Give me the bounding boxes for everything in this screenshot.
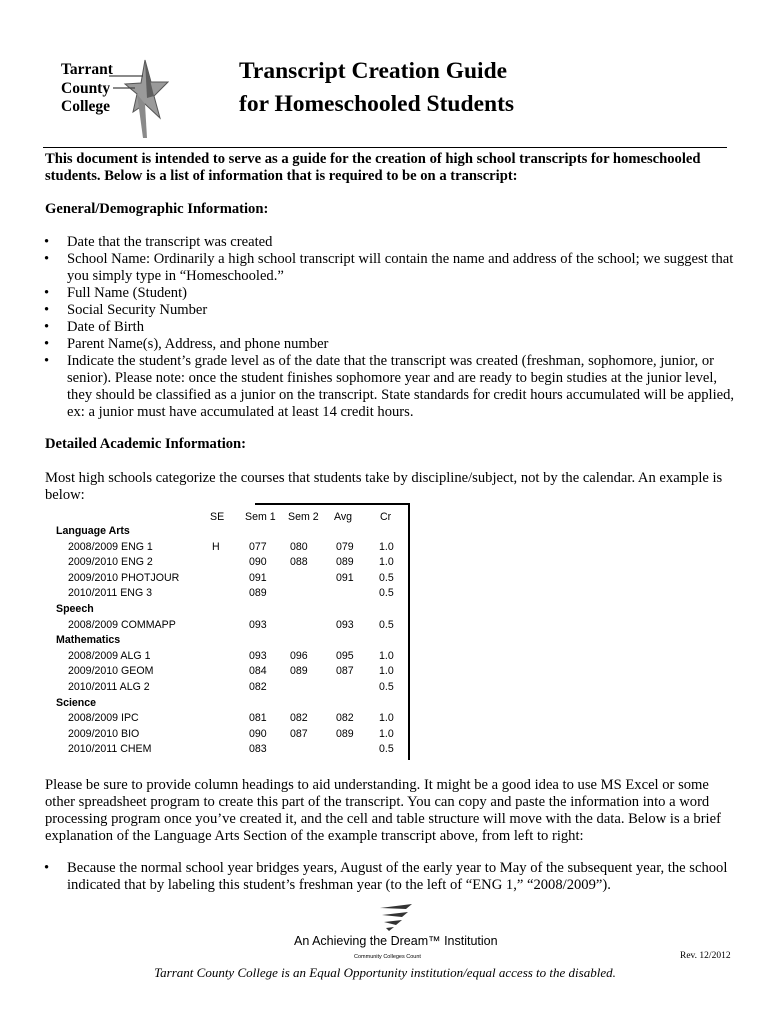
table-cell-cr: 0.5 — [379, 681, 394, 693]
bullet-icon: • — [44, 302, 50, 318]
table-cell-cr: 0.5 — [379, 587, 394, 600]
table-cell-se: H — [212, 540, 220, 553]
headings-paragraph: Please be sure to provide column headings to aid understanding. It might be a good idea to use MS Excel or some other spreadsheet program to create this part of the transcript. You can copy and paste the information into a word processing program once you’ve created it, and the cell and table structure will move with the data. Below is a brief explanation of the Language Arts Section of the example transcript above, from left to right: — [45, 777, 721, 844]
table-cell-sem1: 077 — [249, 540, 267, 553]
table-cell-sem1: 093 — [249, 649, 267, 662]
table-cell-sem1: 082 — [249, 681, 267, 693]
sample-transcript-table — [40, 503, 412, 765]
table-cell-sem2: 087 — [290, 727, 308, 740]
table-cell-sem1: 083 — [249, 743, 267, 756]
column-header-sem1: Sem 1 — [245, 511, 276, 523]
table-course-label: 2009/2010 BIO — [68, 727, 140, 740]
logo-text — [61, 61, 113, 117]
table-course-label: 2008/2009 IPC — [68, 712, 139, 725]
bullet-icon: • — [44, 336, 50, 352]
star-icon — [107, 58, 169, 140]
table-cell-avg: 087 — [336, 665, 354, 678]
general-info-list — [45, 234, 735, 421]
bullet-icon: • — [44, 860, 50, 876]
list-item — [45, 234, 735, 251]
table-course-label: 2009/2010 PHOTJOUR — [68, 571, 180, 584]
table-cell-sem2: 082 — [290, 712, 308, 725]
table-course-label: 2010/2011 CHEM — [68, 743, 152, 756]
academic-intro: Most high schools categorize the courses that students take by discipline/subject, not by the calendar. An example is below: — [45, 470, 723, 503]
bullet-icon: • — [44, 285, 50, 301]
table-course-label: 2010/2011 ENG 3 — [68, 587, 153, 600]
list-item-text: School Name: Ordinarily a high school transcript will contain the name and address of the school; we suggest that you simply type in “Homeschooled.” — [67, 251, 734, 284]
table-cell-cr: 1.0 — [379, 556, 394, 569]
intro-paragraph: This document is intended to serve as a guide for the creation of high school transcripts for homeschooled students. Below is a list of information that is required to be on a transcript: — [45, 151, 701, 184]
page-title — [239, 55, 514, 121]
table-cell-cr: 1.0 — [379, 649, 394, 662]
table-cell-sem1: 081 — [249, 712, 267, 725]
table-cell-sem2: 089 — [290, 665, 308, 678]
table-cell-avg: 079 — [336, 540, 354, 553]
table-right-border — [408, 503, 410, 760]
bullet-icon: • — [44, 234, 50, 250]
table-course-label: 2009/2010 ENG 2 — [68, 556, 153, 569]
table-category-label: Language Arts — [56, 525, 130, 537]
column-header-sem2: Sem 2 — [288, 511, 319, 523]
table-cell-sem2: 080 — [290, 540, 308, 553]
list-item — [45, 251, 735, 285]
table-category-label: Science — [56, 696, 97, 709]
table-top-border — [255, 503, 410, 505]
list-item-text: Because the normal school year bridges years, August of the early year to May of the subsequent year, the school indicated that by labeling this student’s freshman year (to the left of “ENG 1,” “2008/2009”). — [67, 860, 728, 893]
table-cell-cr: 1.0 — [379, 727, 394, 740]
general-heading: General/Demographic Information: — [45, 201, 269, 217]
table-course-label: 2010/2011 ALG 2 — [68, 681, 150, 693]
table-cell-cr: 1.0 — [379, 665, 394, 678]
academic-heading: Detailed Academic Information: — [45, 436, 247, 452]
table-cell-sem1: 093 — [249, 618, 267, 631]
table-category-label: Mathematics — [56, 634, 121, 647]
table-cell-cr: 1.0 — [379, 712, 394, 725]
table-cell-cr: 0.5 — [379, 743, 394, 756]
bullet-icon: • — [44, 353, 50, 369]
dream-mark-icon — [376, 904, 416, 932]
bullet-icon: • — [44, 319, 50, 335]
table-cell-avg: 082 — [336, 712, 354, 725]
table-cell-avg: 089 — [336, 556, 354, 569]
list-item-text: Parent Name(s), Address, and phone number — [67, 336, 329, 352]
table-cell-avg: 095 — [336, 649, 354, 662]
list-item — [45, 285, 735, 302]
list-item-text: Social Security Number — [67, 302, 208, 318]
table-course-label: 2008/2009 ALG 1 — [68, 649, 151, 662]
list-item — [45, 319, 735, 336]
list-item — [45, 353, 735, 421]
explanation-list — [45, 860, 735, 894]
table-course-label: 2008/2009 ENG 1 — [68, 540, 153, 553]
list-item — [45, 302, 735, 319]
list-item-text: Full Name (Student) — [67, 285, 187, 301]
achieving-the-dream-logo — [280, 904, 498, 964]
tcc-logo — [57, 58, 169, 140]
achieving-subtext: Community Colleges Count — [354, 954, 421, 960]
table-cell-sem1: 091 — [249, 571, 267, 584]
table-cell-sem1: 089 — [249, 587, 267, 600]
logo-line-2: County — [61, 79, 111, 97]
table-cell-sem1: 090 — [249, 556, 267, 569]
table-cell-sem2: 096 — [290, 649, 308, 662]
achieving-tagline: An Achieving the Dream™ Institution — [294, 934, 498, 948]
table-course-label: 2009/2010 GEOM — [68, 665, 154, 678]
list-item — [45, 860, 735, 894]
list-item-text: Indicate the student’s grade level as of the date that the transcript was created (freshman, sophomore, junior, or senior). Please note: once the student finishes sophomore year and are ready to begin studies at the junior level, they should be classified as a junior on the transcript. State standards for credit hours accumulated will be applied, ex: a junior must have accumulated at least 14 credit hours. — [67, 353, 735, 420]
header-divider — [43, 147, 727, 148]
table-category-label: Speech — [56, 603, 94, 615]
logo-line-3: College — [61, 98, 111, 115]
table-cell-avg: 093 — [336, 618, 354, 631]
list-item-text: Date of Birth — [67, 319, 145, 335]
table-cell-cr: 1.0 — [379, 540, 394, 553]
column-header-avg: Avg — [334, 511, 353, 523]
table-cell-cr: 0.5 — [379, 571, 394, 584]
logo-line-1: Tarrant — [61, 61, 113, 78]
table-course-label: 2008/2009 COMMAPP — [68, 618, 176, 631]
table-cell-avg: 089 — [336, 727, 354, 740]
table-cell-sem1: 090 — [249, 727, 267, 740]
table-cell-sem1: 084 — [249, 665, 267, 678]
table-cell-cr: 0.5 — [379, 618, 394, 631]
table-cell-sem2: 088 — [290, 556, 308, 569]
table-cell-avg: 091 — [336, 571, 354, 584]
list-item — [45, 336, 735, 353]
column-header-se: SE — [210, 511, 225, 523]
revision-date: Rev. 12/2012 — [680, 951, 731, 961]
title-line-2: for Homeschooled Students — [239, 91, 515, 117]
bullet-icon: • — [44, 251, 50, 267]
column-header-cr: Cr — [380, 511, 392, 523]
title-line-1: Transcript Creation Guide — [239, 58, 508, 84]
equal-opportunity-statement: Tarrant County College is an Equal Opportunity institution/equal access to the disabled. — [154, 965, 616, 980]
list-item-text: Date that the transcript was created — [67, 234, 273, 250]
